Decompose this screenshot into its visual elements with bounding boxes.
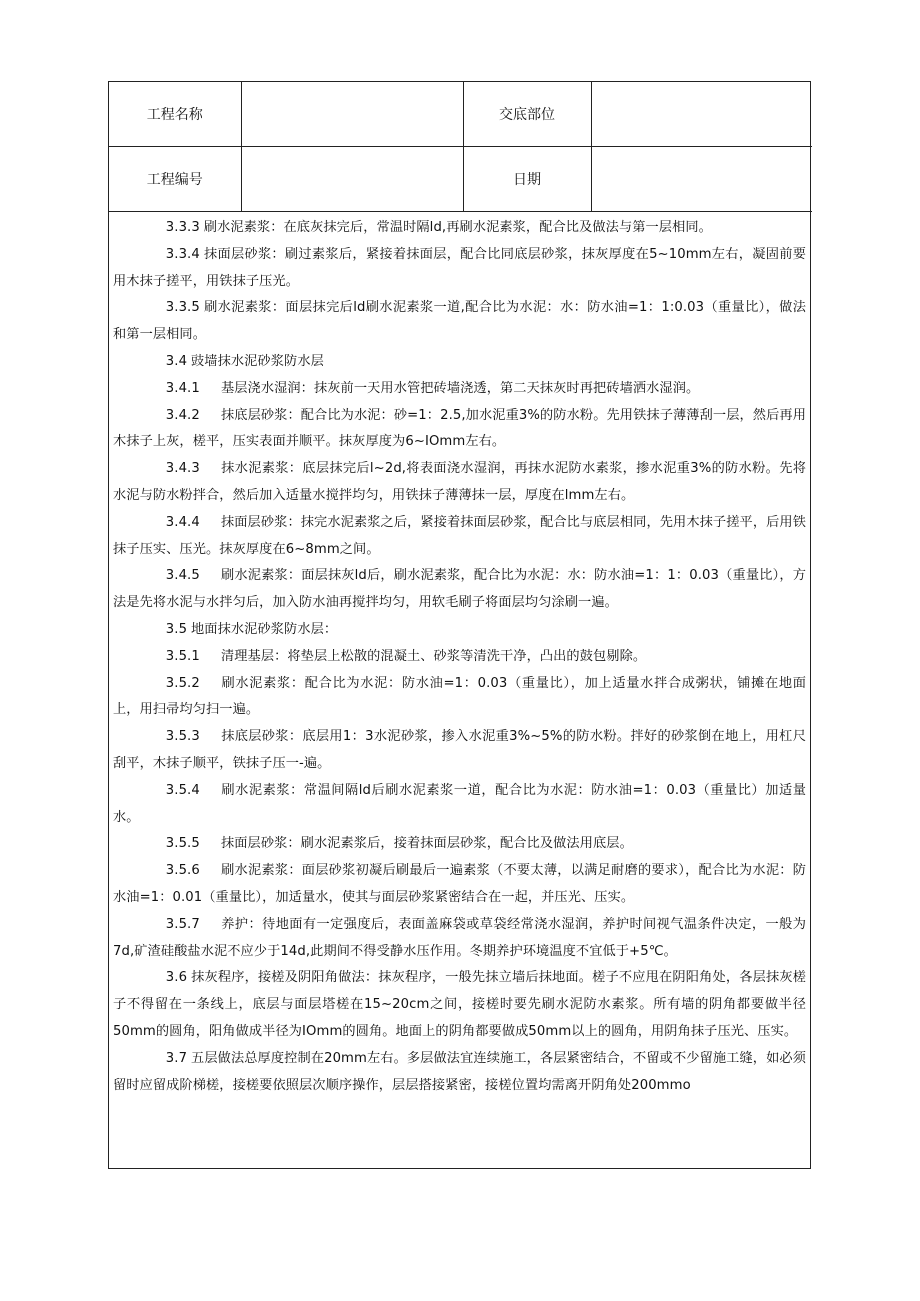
- section-number: 3.4.4: [165, 514, 200, 530]
- section-number: 3.3.5: [165, 300, 200, 316]
- paragraph-text: 抹水泥素浆：底层抹完后l~2d,将表面浇水湿润，再抹水泥防水素浆，掺水泥重3%的防水粉。先将水泥与防水粉拌合，然后加入适量水搅拌均匀，用铁抹子薄薄抹一层，厚度在lmm左右。: [113, 461, 806, 503]
- paragraph-text: 抹底层砂浆：配合比为水泥：砂=1：2.5,加水泥重3%的防水粉。先用铁抹子薄薄刮一层，然后再用木抹子上灰，槎平，压实表面并顺平。抹灰厚度为6~IOmm左右。: [113, 407, 806, 450]
- paragraph-text: 地面抹水泥砂浆防水层：: [191, 621, 338, 637]
- paragraph-text: 刷水泥素浆：面层抹完后ld刷水泥素浆一道,配合比为水泥：水：防水油=1：1:0.03（重量比），做法和第一层相同。: [113, 300, 806, 343]
- content-paragraph: [113, 563, 806, 617]
- content-paragraph: [113, 376, 806, 403]
- paragraph-text: 刷水泥素浆：配合比为水泥：防水油=1：0.03（重量比），加上适量水拌合成粥状，铺摊在地面上，用扫帚均匀扫一遍。: [113, 675, 806, 718]
- project-number-value[interactable]: [241, 147, 463, 212]
- content-paragraph: [113, 456, 806, 510]
- section-number: 3.4.3: [165, 461, 200, 477]
- content-paragraph: [113, 912, 806, 966]
- content-paragraph: [113, 295, 806, 349]
- content-paragraph: [113, 644, 806, 671]
- content-paragraph: [113, 778, 806, 832]
- content-paragraph: [113, 831, 806, 858]
- paragraph-text: 抹面层砂浆：抹完水泥素浆之后，紧接着抹面层砂浆，配合比与底层相同，先用木抹子搓平，后用铁抹子压实、压光。抹灰厚度在6~8mm之间。: [113, 514, 806, 557]
- project-number-label: 工程编号: [109, 147, 241, 212]
- section-number: 3.5.3: [165, 729, 200, 745]
- project-name-value[interactable]: [241, 82, 463, 147]
- content-paragraph: [113, 215, 806, 242]
- section-number: 3.5: [165, 621, 188, 637]
- content-paragraph: [113, 510, 806, 564]
- section-number: 3.4.2: [165, 407, 200, 423]
- paragraph-text: 豉墙抹水泥砂浆防水层: [191, 353, 324, 369]
- section-number: 3.3.3: [165, 220, 200, 235]
- content-paragraph: [113, 965, 806, 1045]
- handover-location-label: 交底部位: [463, 82, 591, 147]
- paragraph-text: 抹面层砂浆：刷水泥素浆后，接着抹面层砂浆，配合比及做法用底层。: [220, 836, 633, 852]
- form-header-table: [109, 82, 812, 212]
- section-number: 3.7: [165, 1050, 188, 1066]
- project-name-label: 工程名称: [109, 82, 241, 147]
- section-number: 3.5.7: [165, 916, 200, 932]
- section-number: 3.6: [165, 970, 188, 986]
- paragraph-text: 五层做法总厚度控制在20mm左右。多层做法宜连续施工，各层紧密结合，不留或不少留施工缝，如必须留时应留成阶梯槎，接槎要依照层次顺序操作，层层搭接紧密，接槎位置均需离开阴角处200mmo: [113, 1050, 806, 1093]
- section-number: 3.5.5: [165, 836, 200, 852]
- section-number: 3.4: [165, 353, 188, 369]
- paragraph-text: 清理基层：将垫层上松散的混凝土、砂浆等清洗干净，凸出的鼓包剔除。: [220, 648, 647, 664]
- handover-content: [109, 212, 810, 1099]
- paragraph-text: 基层浇水湿润：抹灰前一天用水管把砖墙浇透，第二天抹灰时再把砖墙洒水湿润。: [220, 380, 700, 396]
- content-paragraph: [113, 1046, 806, 1100]
- section-number: 3.5.1: [165, 648, 200, 664]
- content-paragraph: [113, 242, 806, 296]
- date-label: 日期: [463, 147, 591, 212]
- content-paragraph: [113, 724, 806, 778]
- date-value[interactable]: [591, 147, 812, 212]
- section-number: 3.4.1: [165, 380, 200, 396]
- section-number: 3.5.6: [165, 863, 200, 879]
- paragraph-text: 养护：待地面有一定强度后，表面盖麻袋或草袋经常浇水湿润，养护时间视气温条件决定，一般为7d,矿渣硅酸盐水泥不应少于14d,此期间不得受静水压作用。冬期养护环境温度不宜低于+5℃。: [113, 916, 806, 959]
- content-paragraph: [113, 617, 806, 644]
- paragraph-text: 刷水泥素浆：面层砂浆初凝后刷最后一遍素浆（不要太薄，以满足耐磨的要求），配合比为水泥：防水油=1：0.01（重量比），加适量水，使其与面层砂浆紧密结合在一起，并压光、压实。: [113, 863, 806, 905]
- section-number: 3.5.2: [165, 675, 200, 691]
- content-paragraph: [113, 349, 806, 376]
- content-paragraph: [113, 671, 806, 725]
- paragraph-text: 刷水泥素浆：常温间隔ld后刷水泥素浆一道，配合比为水泥：防水油=1：0.03（重量比）加适量水。: [113, 782, 806, 825]
- section-number: 3.4.5: [165, 568, 200, 584]
- paragraph-text: 抹面层砂浆：刷过素浆后，紧接着抹面层，配合比同底层砂浆，抹灰厚度在5~10mm左右，凝固前要用木抹子搓平，用铁抹子压光。: [113, 246, 806, 289]
- handover-form: [108, 81, 811, 1169]
- content-paragraph: [113, 858, 806, 912]
- paragraph-text: 抹底层砂浆：底层用1：3水泥砂浆，掺入水泥重3%~5%的防水粉。拌好的砂浆倒在地上，用杠尺刮平，木抹子顺平，铁抹子压一-遍。: [113, 729, 806, 771]
- paragraph-text: 刷水泥素浆：在底灰抹完后，常温时隔ld,再刷水泥素浆，配合比及做法与第一层相同。: [203, 220, 712, 235]
- paragraph-text: 刷水泥素浆：面层抹灰ld后，刷水泥素浆，配合比为水泥：水：防水油=1：1：0.03（重量比），方法是先将水泥与水拌匀后，加入防水油再搅拌均匀，用软毛刷子将面层均匀涂刷一遍。: [113, 568, 806, 611]
- section-number: 3.3.4: [165, 246, 200, 262]
- paragraph-text: 抹灰程序，接槎及阴阳角做法：抹灰程序，一般先抹立墙后抹地面。槎子不应甩在阴阳角处，各层抹灰槎子不得留在一条线上，底层与面层塔槎在15~20cm之间，接槎时要先刷水泥防水素浆。所有墙的阴角都要做半径50mm的圆角，阳角做成半径为IOmm的圆角。地面上的阴角都要做成50mm以上的圆角，用阴角抹子压光、压实。: [113, 970, 806, 1039]
- handover-location-value[interactable]: [591, 82, 812, 147]
- section-number: 3.5.4: [165, 782, 200, 798]
- content-paragraph: [113, 403, 806, 457]
